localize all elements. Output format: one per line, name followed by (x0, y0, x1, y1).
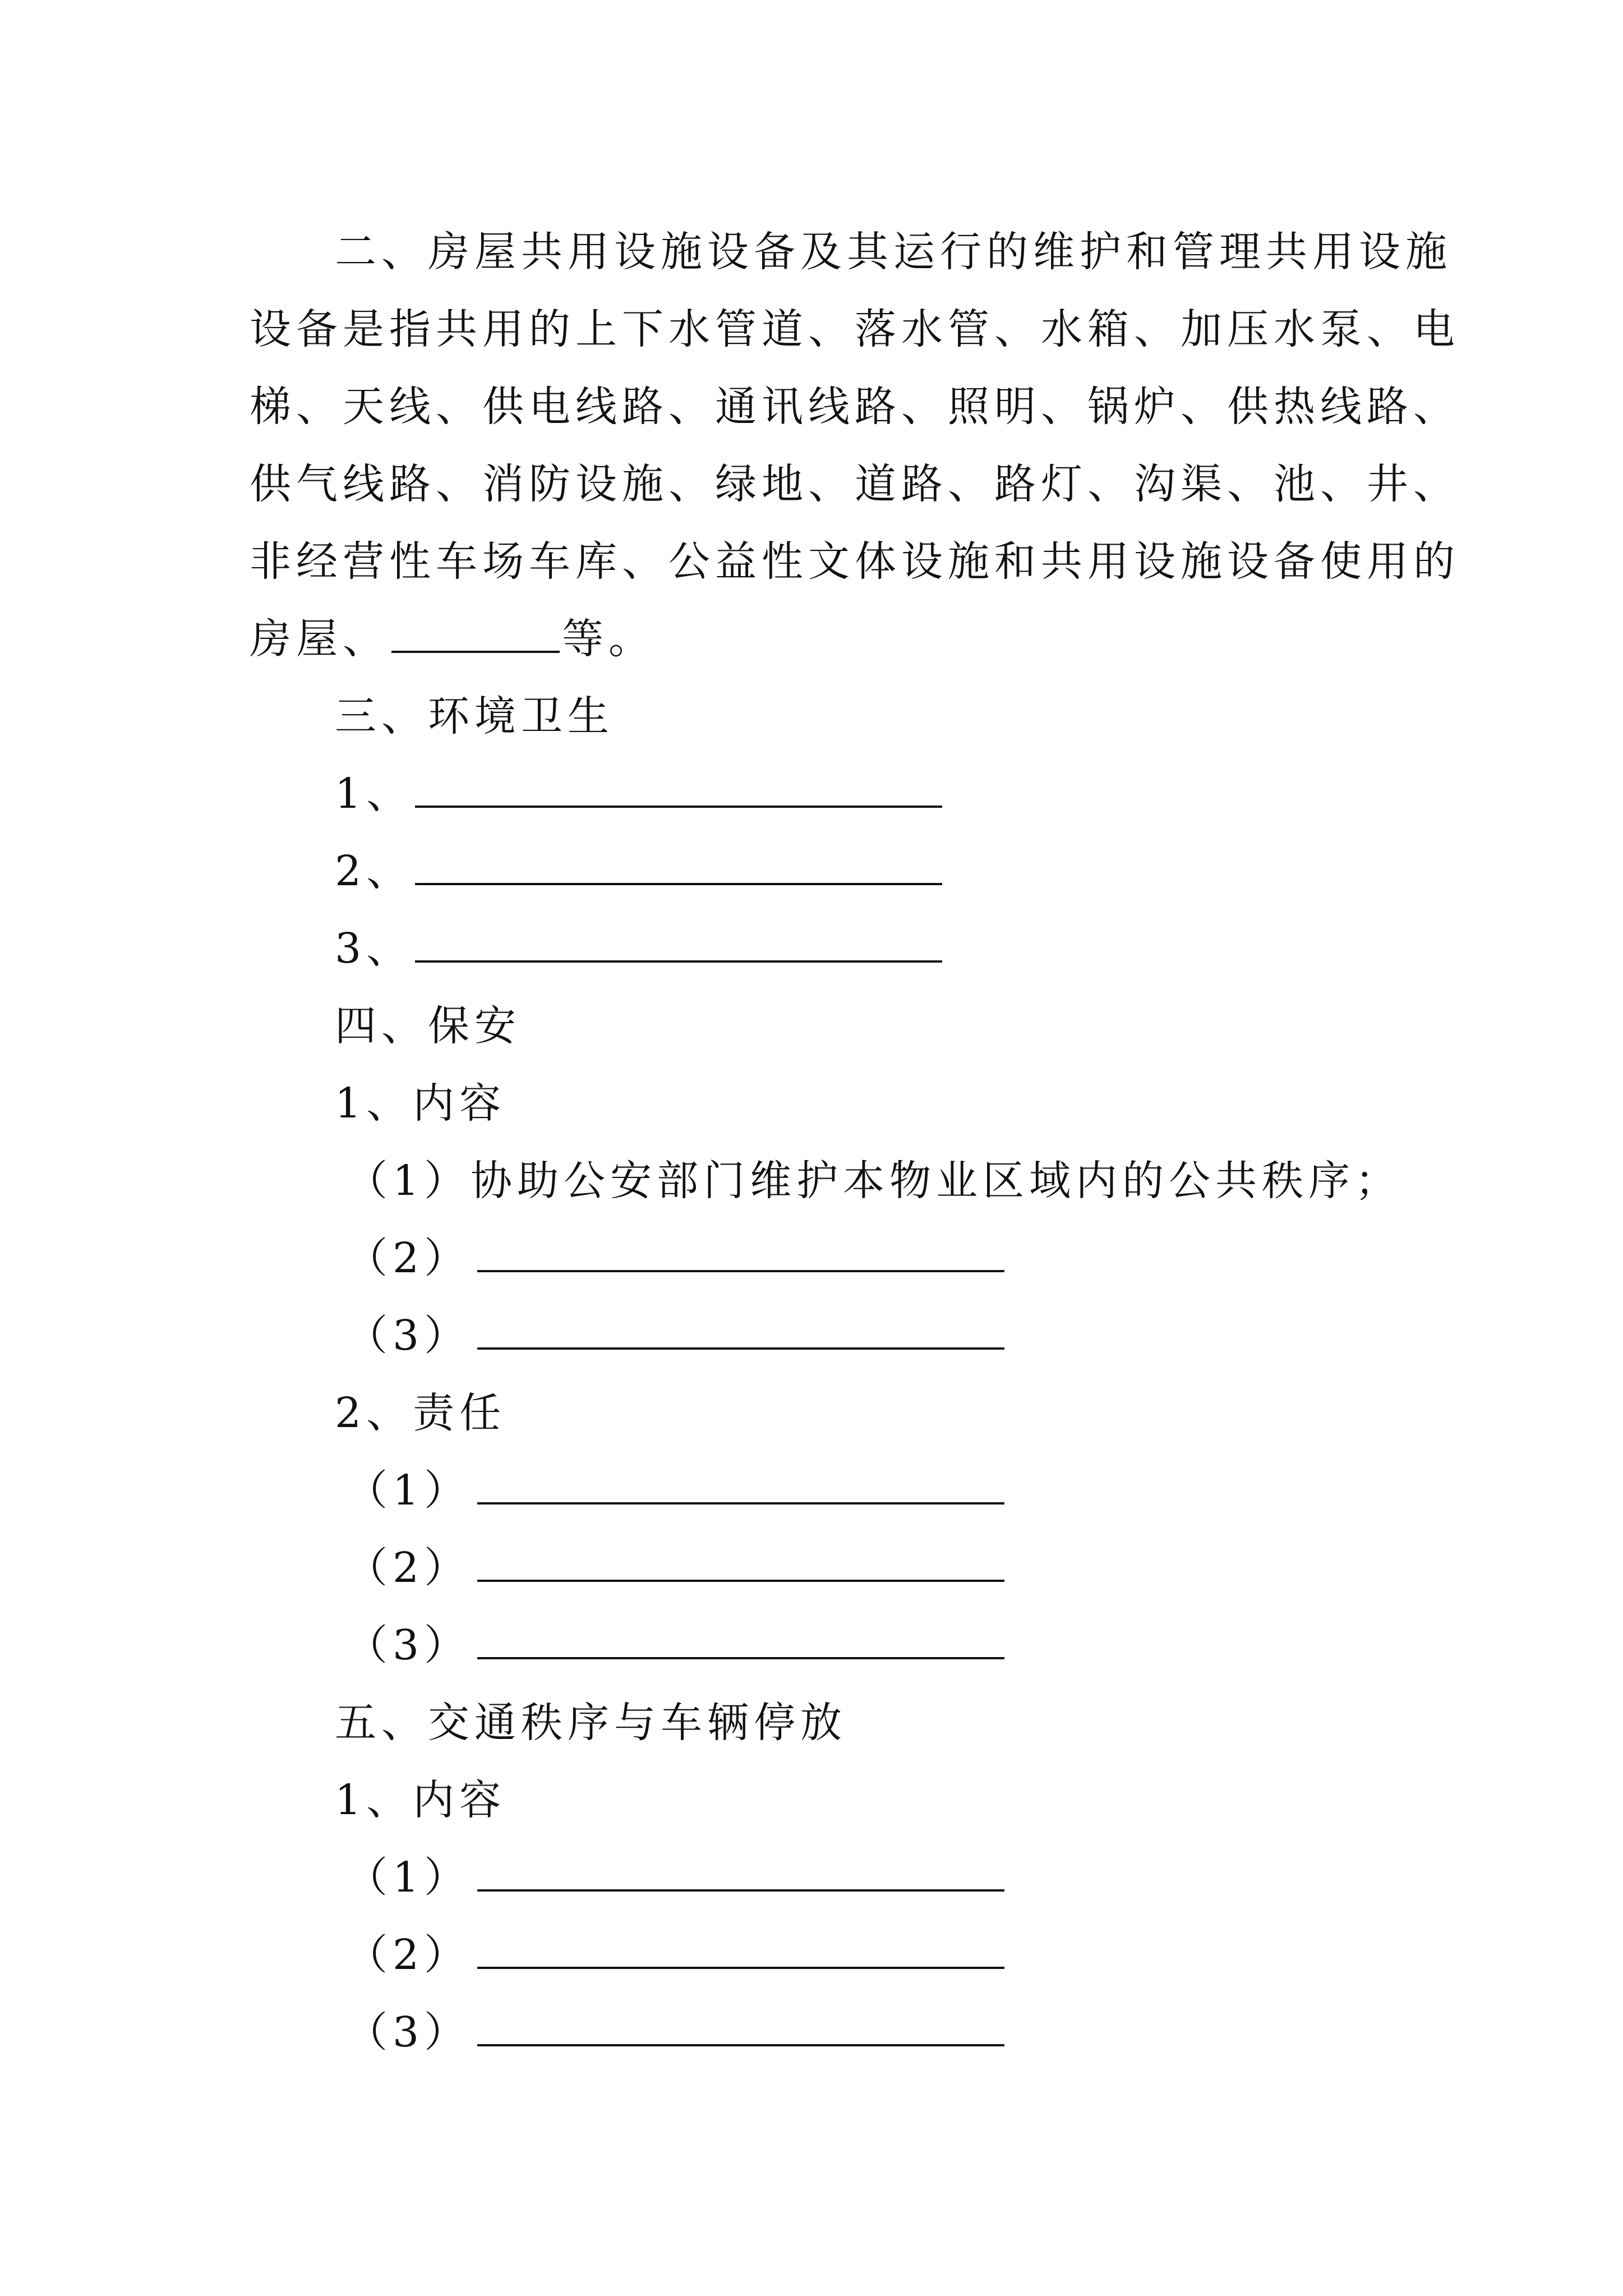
item-number: （2） (346, 1931, 471, 1979)
fill-in-blank (415, 773, 942, 808)
section4-responsibility-item-3 (250, 1607, 1416, 1684)
fill-in-blank (477, 1857, 1004, 1892)
section4-responsibility-item-2 (250, 1529, 1416, 1607)
section2-line4: 供气线路、消防设施、绿地、道路、路灯、沟渠、池、井、 (250, 460, 1460, 508)
fill-in-blank (477, 2012, 1004, 2046)
section4-heading: 四、保安 (335, 1002, 521, 1050)
section5-content-heading: 1、内容 (335, 1776, 506, 1824)
section4-content-item-1: （1）协助公安部门维护本物业区域内的公共秩序； (346, 1157, 1402, 1205)
section2-line6 (250, 600, 1416, 678)
fill-in-blank (477, 1625, 1004, 1659)
item-number: （3） (346, 2008, 471, 2056)
document-body (250, 213, 1460, 2071)
fill-in-blank (477, 1470, 1004, 1504)
section4-responsibility-heading: 2、责任 (335, 1389, 506, 1437)
section4-content-heading: 1、内容 (335, 1079, 506, 1128)
section4-responsibility-item-1 (250, 1452, 1416, 1529)
item-number: 1、 (335, 770, 413, 818)
fill-in-blank (391, 618, 560, 653)
item-number: （3） (346, 1312, 471, 1360)
section2-line5: 非经营性车场车库、公益性文体设施和共用设施设备使用的 (250, 537, 1460, 586)
item-number: （1） (346, 1466, 471, 1515)
fill-in-blank (477, 1547, 1004, 1582)
section2-line6-prefix: 房屋、 (250, 615, 389, 663)
item-number: （2） (346, 1544, 471, 1592)
fill-in-blank (477, 1237, 1004, 1272)
section2-line6-suffix: 等。 (562, 615, 655, 663)
item-number: （2） (346, 1234, 471, 1282)
section2-line2: 设备是指共用的上下水管道、落水管、水箱、加压水泵、电 (250, 305, 1460, 353)
section5-heading: 五、交通秩序与车辆停放 (335, 1699, 847, 1747)
section4-content-item-3 (250, 1297, 1416, 1374)
section5-content-item-2 (250, 1916, 1416, 1994)
section5-content-item-1 (250, 1839, 1416, 1916)
section3-heading: 三、环境卫生 (335, 692, 614, 740)
fill-in-blank (477, 1934, 1004, 1969)
fill-in-blank (415, 850, 942, 885)
item-number: 3、 (335, 924, 413, 973)
section4-content-item-2 (250, 1220, 1416, 1297)
section3-item-2 (250, 832, 1416, 910)
item-number: 2、 (335, 847, 413, 895)
section3-item-1 (250, 755, 1416, 832)
section3-item-3 (250, 910, 1416, 987)
fill-in-blank (415, 928, 942, 963)
item-number: （3） (346, 1621, 471, 1669)
item-number: （1） (346, 1853, 471, 1902)
section2-line3: 梯、天线、供电线路、通讯线路、照明、锅炉、供热线路、 (250, 383, 1460, 431)
section5-content-item-3 (250, 1994, 1416, 2071)
fill-in-blank (477, 1315, 1004, 1350)
section2-line1: 二、房屋共用设施设备及其运行的维护和管理共用设施 (335, 228, 1452, 276)
